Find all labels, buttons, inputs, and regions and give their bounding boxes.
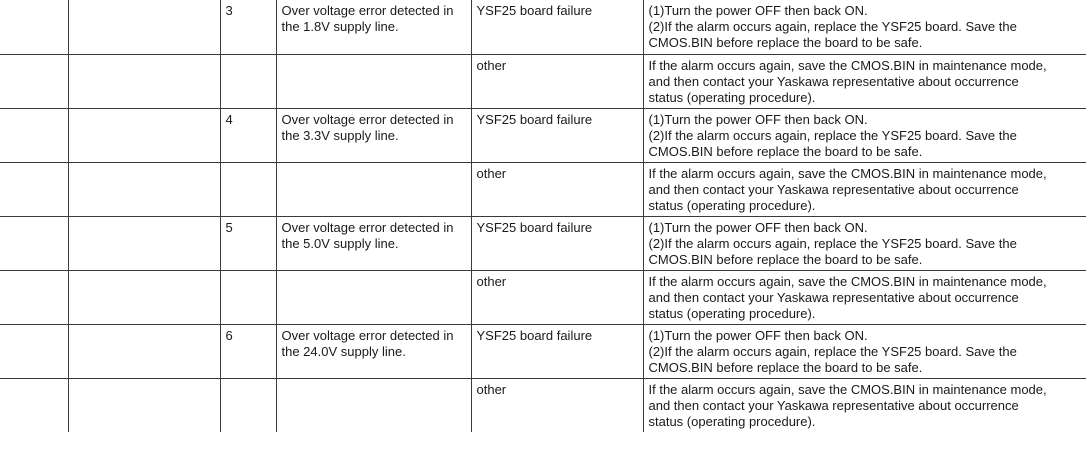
- sub-code-cell: [220, 216, 276, 270]
- remedy-text-line: (1)Turn the power OFF then back ON.: [648, 111, 868, 127]
- remedy-cell: [643, 270, 1086, 324]
- remedy-text-line: (1)Turn the power OFF then back ON.: [648, 219, 868, 235]
- remedy-cell: [643, 54, 1086, 108]
- remedy-text-line: (2)If the alarm occurs again, replace the YSF25 board. Save the: [648, 127, 1017, 143]
- cause-cell: [471, 0, 643, 54]
- remedy-text-line: status (operating procedure).: [648, 413, 816, 429]
- alarm-name-cell: [68, 54, 220, 108]
- sub-code-cell: [220, 108, 276, 162]
- meaning-cell: [276, 324, 471, 378]
- remedy-text-line: CMOS.BIN before replace the board to be safe.: [648, 251, 923, 267]
- remedy-cell: [643, 0, 1086, 54]
- cause-text: YSF25 board failure: [476, 3, 593, 18]
- alarm-number-cell: [0, 108, 68, 162]
- meaning-text-line: the 24.0V supply line.: [281, 343, 406, 359]
- table-row: [0, 270, 1086, 324]
- meaning-cell: [276, 108, 471, 162]
- remedy-text-line: CMOS.BIN before replace the board to be safe.: [648, 35, 923, 50]
- meaning-text-line: the 3.3V supply line.: [281, 127, 399, 143]
- remedy-cell: [643, 378, 1086, 432]
- remedy-text-line: If the alarm occurs again, save the CMOS.BIN in maintenance mode,: [648, 57, 1047, 73]
- remedy-text-line: If the alarm occurs again, save the CMOS.BIN in maintenance mode,: [648, 273, 1047, 289]
- remedy-text-line: If the alarm occurs again, save the CMOS.BIN in maintenance mode,: [648, 165, 1047, 181]
- cause-text: other: [476, 273, 507, 289]
- cause-text: other: [476, 57, 507, 73]
- sub-code-cell: [220, 378, 276, 432]
- table-row: [0, 162, 1086, 216]
- cause-cell: [471, 108, 643, 162]
- cause-text: YSF25 board failure: [476, 111, 593, 127]
- remedy-text-line: If the alarm occurs again, save the CMOS.BIN in maintenance mode,: [648, 381, 1047, 397]
- alarm-number-cell: [0, 54, 68, 108]
- remedy-text-line: (2)If the alarm occurs again, replace the YSF25 board. Save the: [648, 343, 1017, 359]
- cause-text: other: [476, 381, 507, 397]
- alarm-number-cell: [0, 378, 68, 432]
- remedy-text-line: and then contact your Yaskawa representative about occurrence: [648, 181, 1019, 197]
- remedy-text-line: (1)Turn the power OFF then back ON.: [648, 327, 868, 343]
- meaning-cell: [276, 0, 471, 54]
- meaning-cell: [276, 162, 471, 216]
- remedy-text-line: and then contact your Yaskawa representative about occurrence: [648, 397, 1019, 413]
- alarm-number-cell: [0, 0, 68, 54]
- cause-text: other: [476, 165, 507, 181]
- cause-cell: [471, 54, 643, 108]
- alarm-number-cell: [0, 270, 68, 324]
- meaning-text-line: the 1.8V supply line.: [281, 19, 399, 34]
- cause-cell: [471, 216, 643, 270]
- meaning-cell: [276, 270, 471, 324]
- remedy-cell: [643, 324, 1086, 378]
- meaning-text-line: Over voltage error detected in: [281, 111, 454, 127]
- alarm-number-cell: [0, 162, 68, 216]
- remedy-text-line: CMOS.BIN before replace the board to be safe.: [648, 143, 923, 159]
- alarm-number-cell: [0, 324, 68, 378]
- table-row: [0, 324, 1086, 378]
- meaning-cell: [276, 54, 471, 108]
- table-row: [0, 0, 1086, 54]
- remedy-text-line: CMOS.BIN before replace the board to be safe.: [648, 359, 923, 375]
- meaning-text-line: Over voltage error detected in: [281, 3, 454, 18]
- sub-code-cell: [220, 162, 276, 216]
- cause-text: YSF25 board failure: [476, 327, 593, 343]
- remedy-text-line: status (operating procedure).: [648, 89, 816, 105]
- remedy-cell: [643, 216, 1086, 270]
- meaning-text-line: the 5.0V supply line.: [281, 235, 399, 251]
- meaning-cell: [276, 378, 471, 432]
- remedy-text-line: and then contact your Yaskawa representative about occurrence: [648, 73, 1019, 89]
- alarm-name-cell: [68, 0, 220, 54]
- table-row: [0, 378, 1086, 432]
- alarm-name-cell: [68, 216, 220, 270]
- meaning-cell: [276, 216, 471, 270]
- sub-code-cell: [220, 270, 276, 324]
- sub-code-value: 6: [225, 327, 233, 343]
- sub-code-value: 5: [225, 219, 233, 235]
- sub-code-cell: [220, 0, 276, 54]
- remedy-text-line: (2)If the alarm occurs again, replace the YSF25 board. Save the: [648, 19, 1017, 34]
- sub-code-value: 4: [225, 111, 233, 127]
- alarm-number-cell: [0, 216, 68, 270]
- cause-cell: [471, 378, 643, 432]
- meaning-text-line: Over voltage error detected in: [281, 327, 454, 343]
- sub-code-cell: [220, 54, 276, 108]
- cause-text: YSF25 board failure: [476, 219, 593, 235]
- sub-code-cell: [220, 324, 276, 378]
- remedy-cell: [643, 108, 1086, 162]
- cause-cell: [471, 324, 643, 378]
- meaning-text-line: Over voltage error detected in: [281, 219, 454, 235]
- alarm-name-cell: [68, 108, 220, 162]
- cause-cell: [471, 162, 643, 216]
- alarm-name-cell: [68, 324, 220, 378]
- sub-code-value: 3: [225, 3, 233, 18]
- alarm-name-cell: [68, 162, 220, 216]
- remedy-text-line: and then contact your Yaskawa representative about occurrence: [648, 289, 1019, 305]
- table-row: [0, 54, 1086, 108]
- remedy-text-line: status (operating procedure).: [648, 305, 816, 321]
- alarm-name-cell: [68, 378, 220, 432]
- alarm-name-cell: [68, 270, 220, 324]
- remedy-text-line: status (operating procedure).: [648, 197, 816, 213]
- remedy-text-line: (1)Turn the power OFF then back ON.: [648, 3, 868, 18]
- remedy-cell: [643, 162, 1086, 216]
- table-row: [0, 108, 1086, 162]
- table-row: [0, 216, 1086, 270]
- cause-cell: [471, 270, 643, 324]
- remedy-text-line: (2)If the alarm occurs again, replace the YSF25 board. Save the: [648, 235, 1017, 251]
